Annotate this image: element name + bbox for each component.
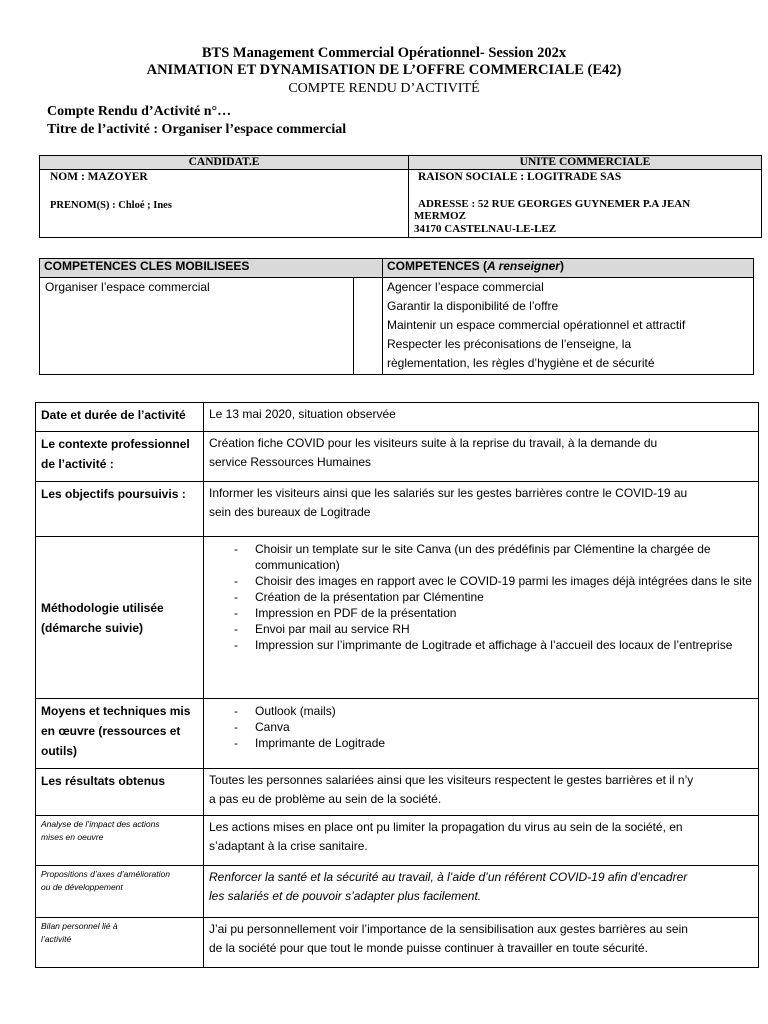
unit-header: UNITE COMMERCIALE [409,156,762,170]
competence-cle-cell: Organiser l’espace commercial [40,278,354,375]
methodo-label: Méthodologie utilisée (démarche suivie) [36,537,204,699]
table-row [36,482,759,537]
list-item: - Outlook (mails) [234,703,753,719]
unit-adresse-line1: ADRESSE : 52 RUE GEORGES GUYNEMER P.A JEAN [418,198,691,210]
bilan-label: Bilan personnel lié à l’activité [36,918,204,968]
header-line-2: ANIMATION ET DYNAMISATION DE L’OFFRE COMMERCIALE (E42) [146,62,622,78]
table-row [36,537,759,699]
methodo-value [204,537,759,699]
header-line-3: COMPTE RENDU D’ACTIVITÉ [288,81,480,96]
activity-table [35,402,759,968]
competence-item: Agencer l’espace commercial [387,280,544,294]
unit-adresse-line3: 34170 CASTELNAU-LE-LEZ [414,223,557,235]
table-row [36,769,759,816]
competence-item: Respecter les préconisations de l’enseigne, la [387,337,632,351]
competences-cles-header: COMPETENCES CLES MOBILISEES [40,259,383,278]
list-item: - Canva [234,719,753,735]
unit-adresse-line2: MERMOZ [414,210,466,222]
empty-cell [354,278,383,375]
competence-item: Maintenir un espace commercial opérationnel et attractif [387,318,686,332]
propositions-value: Renforcer la santé et la sécurité au travail, à l’aide d’un référent COVID-19 afin d’encadrer les salariés et de pouvoir s’adapter plus facilement. [204,866,759,918]
list-item: - Impression en PDF de la présentation [234,605,753,621]
candidate-cell [40,170,409,238]
objectifs-label: Les objectifs poursuivis : [36,482,204,537]
compte-rendu-number: Compte Rendu d’Activité n°… [47,104,232,119]
table-row [36,432,759,482]
resultats-value: Toutes les personnes salariées ainsi que les visiteurs respectent le gestes barrières et il n’y a pas eu de problème au sein de la société. [204,769,759,816]
list-item: - Imprimante de Logitrade [234,735,753,751]
list-item: - Choisir des images en rapport avec le COVID-19 parmi les images déjà intégrées dans le site [234,573,753,589]
candidate-nom: NOM : MAZOYER [50,171,148,183]
candidate-table [39,155,762,238]
table-row [36,699,759,769]
date-value: Le 13 mai 2020, situation observée [204,403,759,432]
moyens-label: Moyens et techniques mis en œuvre (ressources et outils) [36,699,204,769]
resultats-label: Les résultats obtenus [36,769,204,816]
analyse-label: Analyse de l’impact des actions mises en oeuvre [36,816,204,866]
table-row [36,866,759,918]
competences-header: COMPETENCES (A renseigner) [383,259,754,278]
date-label: Date et durée de l’activité [36,403,204,432]
competence-item: règlementation, les règles d’hygiène et de sécurité [387,356,655,370]
competences-table [39,258,754,375]
contexte-value: Création fiche COVID pour les visiteurs suite à la reprise du travail, à la demande du service Ressources Humaines [204,432,759,482]
list-item: - Choisir un template sur le site Canva (un des prédéfinis par Clémentine la chargée de communication) [234,541,753,573]
activity-title: Titre de l’activité : Organiser l’espace commercial [47,122,347,137]
propositions-label: Propositions d’axes d’amélioration ou de développement [36,866,204,918]
list-item: - Impression sur l’imprimante de Logitrade et affichage à l’accueil des locaux de l’entreprise [234,637,753,653]
candidate-header: CANDIDAT.E [40,156,409,170]
header-line-1: BTS Management Commercial Opérationnel- Session 202x [201,45,567,61]
table-row [36,403,759,432]
analyse-value: Les actions mises en place ont pu limiter la propagation du virus au sein de la société, en s’adaptant à la crise sanitaire. [204,816,759,866]
moyens-value [204,699,759,769]
unit-raison-sociale: RAISON SOCIALE : LOGITRADE SAS [418,171,622,183]
candidate-prenom: PRENOM(S) : Chloé ; Ines [50,200,172,211]
contexte-label: Le contexte professionnel de l’activité : [36,432,204,482]
competence-item: Garantir la disponibilité de l’offre [387,299,559,313]
table-row [36,918,759,968]
table-row [36,816,759,866]
list-item: - Création de la présentation par Clémentine [234,589,753,605]
competences-list [383,278,754,375]
list-item: - Envoi par mail au service RH [234,621,753,637]
bilan-value: J’ai pu personnellement voir l’importance de la sensibilisation aux gestes barrières au sein de la société pour que tout le monde puisse continuer à travailler en toute sécurité. [204,918,759,968]
methodo-list [209,541,753,653]
unit-cell [409,170,762,238]
objectifs-value: Informer les visiteurs ainsi que les salariés sur les gestes barrières contre le COVID-19 au sein des bureaux de Logitrade [204,482,759,537]
moyens-list [209,703,753,751]
